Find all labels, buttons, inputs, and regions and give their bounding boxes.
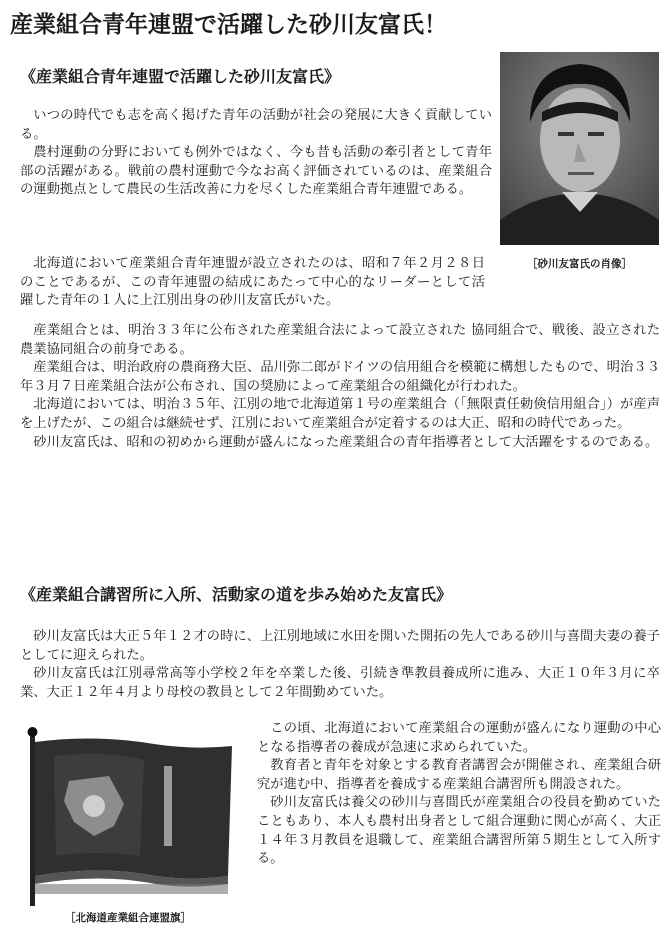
flag-photo bbox=[14, 726, 242, 906]
flag-caption: ［北海道産業組合連盟旗］ bbox=[65, 912, 191, 924]
paragraph: 産業組合は、明治政府の農商務大臣、品川弥二郎がドイツの信用組合を模範に構想したもので、明治３３年３月７日産業組合法が公布され、国の奨励によって産業組合の組織化が行われた。 bbox=[20, 360, 660, 394]
flag-image bbox=[14, 726, 242, 906]
section2-body-right bbox=[257, 720, 661, 869]
page-title: 産業組合青年連盟で活躍した砂川友富氏！ bbox=[10, 12, 447, 38]
paragraph: 砂川友富氏は大正５年１２才の時に、上江別地域に水田を開いた開拓の先人である砂川与喜間夫妻の養子としてに迎えられた。 bbox=[20, 629, 660, 663]
paragraph: 産業組合とは、明治３３年に公布された産業組合法によって設立された 協同組合で、戦後、設立された農業協同組合の前身である。 bbox=[20, 323, 660, 357]
paragraph: 北海道において産業組合青年連盟が設立されたのは、昭和７年２月２８日のことであるが、この青年連盟の結成にあたって中心的なリーダーとして活躍した青年の１人に上江別出身の砂川友富氏がいた。 bbox=[20, 256, 485, 309]
portrait-caption: ［砂川友富氏の肖像］ bbox=[527, 258, 632, 270]
section-heading: 《産業組合青年連盟で活躍した砂川友富氏》 bbox=[20, 67, 341, 86]
section1-body-mid bbox=[20, 255, 485, 311]
section2-body-top bbox=[20, 628, 660, 702]
paragraph: 砂川友富氏は養父の砂川与喜間氏が産業組合の役員を勤めていたこともあり、本人も農村出身者として組合運動に関心が高く、大正１４年３月教員を退職して、産業組合講習所第５期生として入所する。 bbox=[257, 795, 661, 867]
paragraph: 農村運動の分野においても例外ではなく、今も昔も活動の牽引者として青年部の活躍がある。戦前の農村運動で今なお高く評価されているのは、産業組合の運動拠点として農民の生活改善に力を尽くした産業組合青年連盟である。 bbox=[20, 145, 492, 198]
section-heading: 《産業組合講習所に入所、活動家の道を歩み始めた友富氏》 bbox=[20, 585, 453, 604]
portrait-image bbox=[500, 52, 659, 245]
paragraph: 北海道においては、明治３５年、江別の地で北海道第１号の産業組合（「無限責任勅倹信用組合」）が産声を上げたが、この組合は継続せず、江別において産業組合が定着するのは大正、昭和の時代であった。 bbox=[20, 397, 660, 431]
section1-body-bottom bbox=[20, 322, 660, 452]
paragraph: この頃、北海道において産業組合の運動が盛んになり運動の中心となる指導者の養成が急速に求められていた。 bbox=[257, 721, 661, 755]
paragraph: 教育者と青年を対象とする教育者講習会が開催され、産業組合研究が進む中、指導者を養成する産業組合講習所も開設された。 bbox=[257, 758, 661, 792]
section1-body-top bbox=[20, 107, 492, 200]
portrait-photo bbox=[500, 52, 659, 245]
paragraph: 砂川友富氏は江別尋常高等小学校２年を卒業した後、引続き準教員養成所に進み、大正１０年３月に卒業、大正１２年４月より母校の教員として２年間勤めていた。 bbox=[20, 666, 660, 700]
paragraph: 砂川友富氏は、昭和の初めから運動が盛んになった産業組合の青年指導者として大活躍をするのである。 bbox=[33, 434, 659, 450]
paragraph: いつの時代でも志を高く掲げた青年の活動が社会の発展に大きく貢献している。 bbox=[20, 108, 492, 142]
